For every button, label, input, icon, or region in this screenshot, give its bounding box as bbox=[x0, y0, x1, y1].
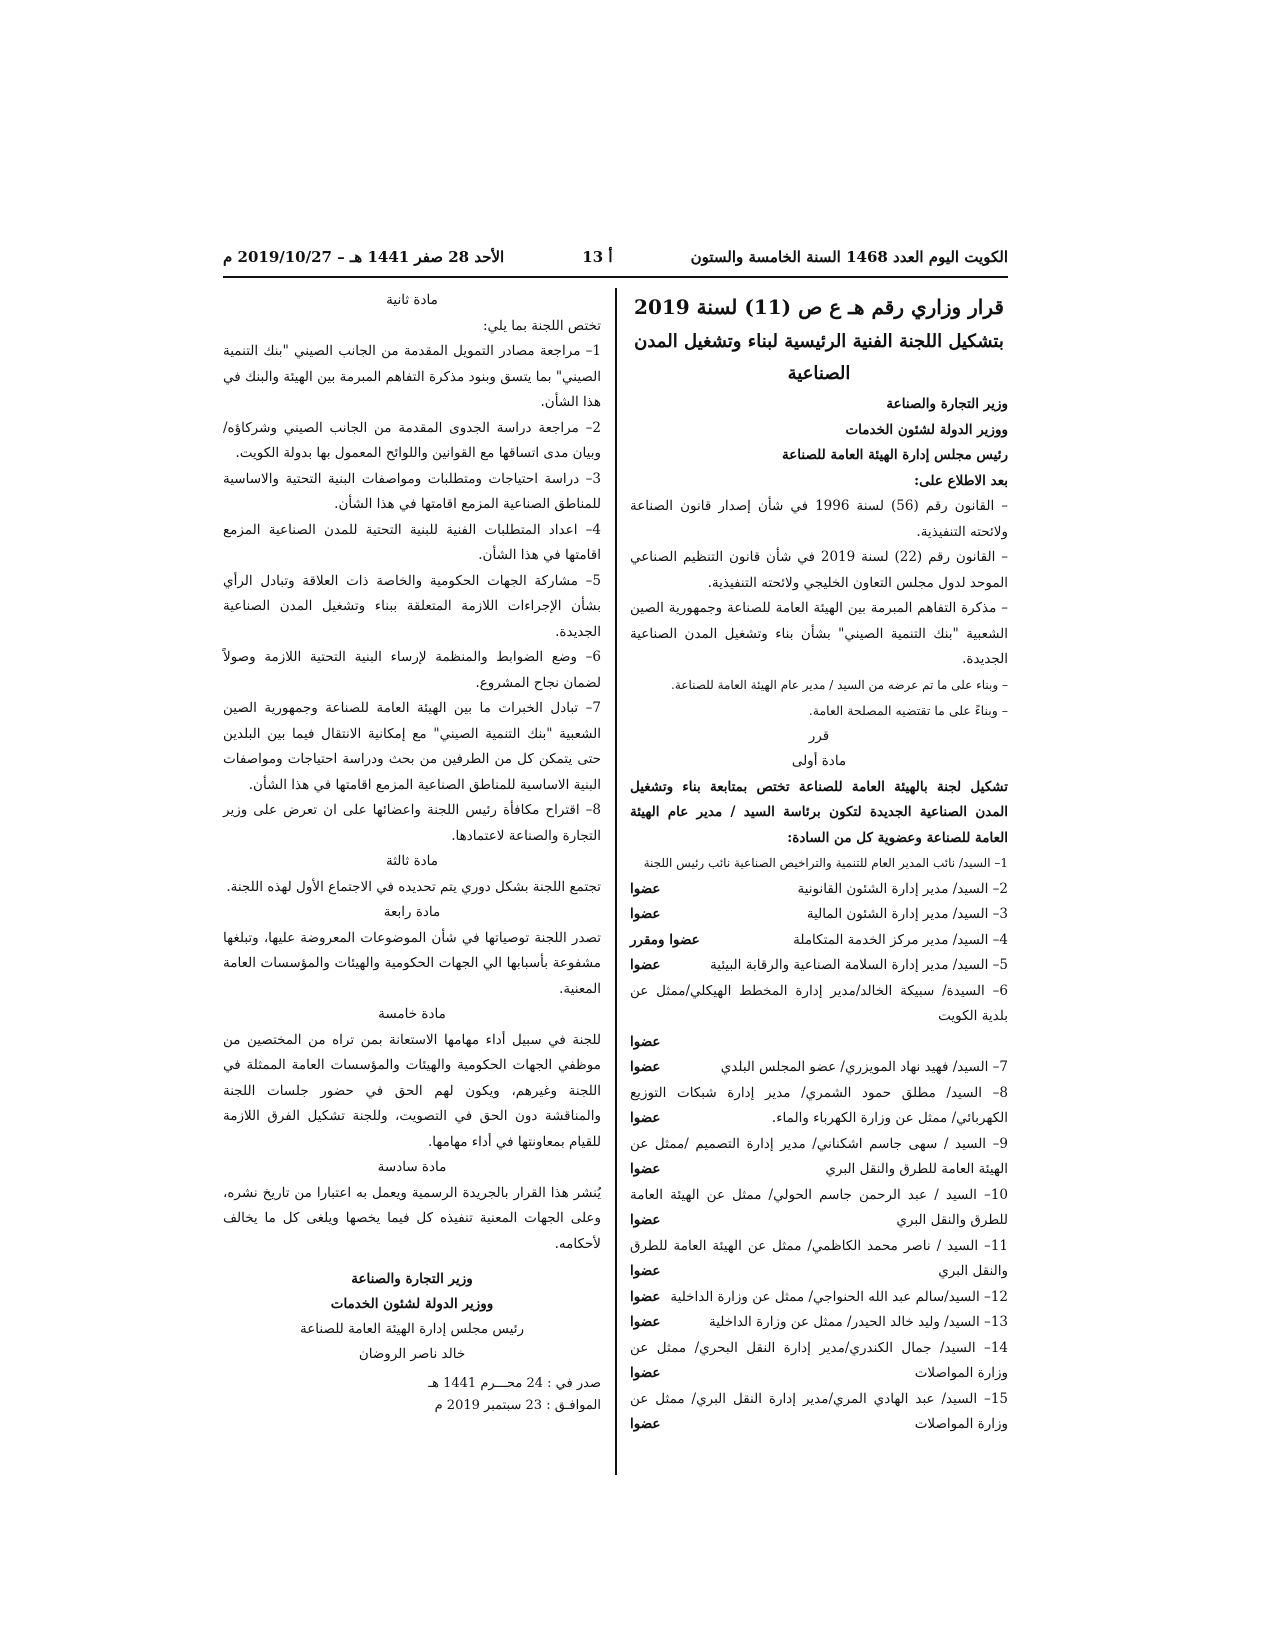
member-item: 2– السيد/ مدير إدارة الشئون القانونية عضوا bbox=[630, 880, 1008, 897]
article-3-text: تجتمع اللجنة بشكل دوري يتم تحديده في الاجتماع الأول لهذه اللجنة. bbox=[226, 878, 601, 895]
issue-date-hijri: صدر في : 24 محـــرم 1441 هـ bbox=[428, 1376, 601, 1391]
member-item: 3– السيد/ مدير إدارة الشئون المالية عضوا bbox=[630, 906, 1008, 922]
issuer-line: وزير التجارة والصناعة bbox=[886, 396, 1008, 412]
article-5-title: مادة خامسة bbox=[378, 1006, 446, 1022]
preamble-item: – القانون رقم (22) لسنة 2019 في شأن قانون التنظيم الصناعي الموحد لدول مجلس التعاون الخليجي ولائحته التنفيذية. bbox=[630, 549, 1008, 591]
article-2-item: 2– مراجعة دراسة الجدوى المقدمة من الجانب الصيني وشركاؤه/ وبيان مدى اتساقها مع القوانين واللوائح المعمول بها بدولة الكويت. bbox=[223, 419, 601, 461]
signature-title: رئيس مجلس إدارة الهيئة العامة للصناعة bbox=[300, 1321, 524, 1337]
article-2-intro: تختص اللجنة بما يلي: bbox=[482, 317, 601, 334]
article-3-title: مادة ثالثة bbox=[385, 853, 439, 869]
member-item: 1– السيد/ نائب المدير العام للتنمية والتراخيص الصناعية نائب رئيس اللجنة bbox=[643, 856, 1008, 870]
issuer-line: ووزير الدولة لشئون الخدمات bbox=[845, 421, 1008, 438]
article-6-title: مادة سادسة bbox=[377, 1159, 447, 1175]
preamble-item: – وبناءً على ما تقتضيه المصلحة العامة. bbox=[808, 703, 1008, 718]
after-review-heading: بعد الاطلاع على: bbox=[914, 472, 1008, 489]
header-page-number: أ 13 bbox=[582, 248, 613, 266]
issuer-line: رئيس مجلس إدارة الهيئة العامة للصناعة bbox=[782, 447, 1008, 463]
article-2-item: 4– اعداد المتطلبات الفنية للبنية التحتية للمدن الصناعية المزمع اقامتها في هذا الشأن. bbox=[223, 521, 601, 563]
page-header bbox=[223, 240, 1008, 274]
decree-title: قرار وزاري رقم هـ ع ص (11) لسنة 2019 bbox=[634, 295, 1004, 319]
member-item: 8– السيد/ مطلق حمود الشمري/ مدير إدارة شبكات التوزيع الكهربائي/ ممثل عن وزارة الكهرباء والماء. عضوا bbox=[630, 1084, 1008, 1126]
member-item: 10– السيد / عبد الرحمن جاسم الحولي/ ممثل عن الهيئة العامة للطرق والنقل البري عضوا bbox=[630, 1186, 1008, 1228]
signature-title: وزير التجارة والصناعة bbox=[351, 1271, 473, 1287]
signatory-name: خالد ناصر الروضان bbox=[358, 1346, 466, 1362]
article-2-item: 3– دراسة احتياجات ومتطلبات ومواصفات البنية التحتية والاساسية للمناطق الصناعية المزمع اقامتها في هذا الشأن. bbox=[223, 470, 601, 512]
article-6-text: يُنشر هذا القرار بالجريدة الرسمية ويعمل به اعتبارا من تاريخ نشره، وعلى الجهات المعنية تنفيذه كل فيما يخصها ويلغى كل ما يخالف لأحكامه. bbox=[223, 1184, 601, 1252]
article-2-item: 7– تبادل الخبرات ما بين الهيئة العامة للصناعة وجمهورية الصين الشعبية "بنك التنمية الصيني" مع إمكانية الانتقال فيما بين البلدين حتى يتمكن كل من الطرفين من بحث ودراسة احتياجات ومواصفات البنية الاساسية للمناطق الصناعية المزمع اقامتها في هذا الشأن. bbox=[223, 700, 601, 793]
left-column bbox=[223, 288, 601, 1417]
member-item: 11– السيد / ناصر محمد الكاظمي/ ممثل عن الهيئة العامة للطرق والنقل البري عضوا bbox=[630, 1237, 1008, 1279]
member-item: 15– السيد/ عبد الهادي المري/مدير إدارة النقل البري/ ممثل عن وزارة المواصلات عضوا bbox=[630, 1390, 1008, 1432]
article-5-text: للجنة في سبيل أداء مهامها الاستعانة بمن تراه من المختصين من موظفي الجهات الحكومية والهيئات والمؤسسات العامة الممثلة في اللجنة وغيرهم، ويكون لهم الحق في حضور جلسات اللجنة والمناقشة دون الحق في التصويت، وللجنة تشكيل الفرق اللازمة للقيام بمعاونتها في أداء مهامها. bbox=[223, 1031, 601, 1150]
decided-heading: قرر bbox=[808, 727, 830, 744]
article-4-text: تصدر اللجنة توصياتها في شأن الموضوعات المعروضة عليها، وتبلغها مشفوعة بأسبابها الي الجهات الحكومية والهيئات والمؤسسات العامة المعنية. bbox=[223, 929, 601, 997]
header-date: الأحد 28 صفر 1441 هـ – 2019/10/27 م bbox=[223, 248, 505, 266]
preamble-item: – مذكرة التفاهم المبرمة بين الهيئة العامة للصناعة وجمهورية الصين الشعبية "بنك التنمية الصيني" بشأن بناء وتشغيل المدن الصناعية الجديدة. bbox=[630, 600, 1008, 667]
header-issue-info: الكويت اليوم العدد 1468 السنة الخامسة والستون bbox=[690, 248, 1008, 266]
decree-subtitle: بتشكيل اللجنة الفنية الرئيسية لبناء وتشغيل المدن الصناعية bbox=[634, 331, 1004, 384]
article-2-item: 1– مراجعة مصادر التمويل المقدمة من الجانب الصيني "بنك التنمية الصيني" بما يتسق وبنود مذكرة التفاهم المبرمة بين الهيئة والبنك في هذا الشأن. bbox=[223, 343, 601, 410]
member-item: 7– السيد/ فهيد نهاد المويزري/ عضو المجلس البلدي عضوا bbox=[630, 1059, 1008, 1075]
header-rule bbox=[223, 276, 1008, 278]
right-column bbox=[630, 288, 1008, 1438]
preamble-item: – القانون رقم (56) لسنة 1996 في شأن إصدار قانون الصناعة ولائحته التنفيذية. bbox=[630, 498, 1008, 540]
issue-date-gregorian: الموافـق : 23 سبتمبر 2019 م bbox=[434, 1398, 601, 1413]
member-item: 14– السيد/ جمال الكندري/مدير إدارة النقل البحري/ ممثل عن وزارة المواصلات عضوا bbox=[630, 1339, 1008, 1381]
article-4-title: مادة رابعة bbox=[383, 904, 441, 920]
preamble-item: – وبناء على ما تم عرضه من السيد / مدير عام الهيئة العامة للصناعة. bbox=[671, 677, 1008, 692]
member-item: 6– السيدة/ سبيكة الخالد/مدير إدارة المخطط الهيكلي/ممثل عن بلدية الكويت عضوا bbox=[630, 982, 1008, 1050]
article-1-title: مادة أولى bbox=[791, 753, 847, 769]
member-item: 9– السيد / سهى جاسم اشكناني/ مدير إدارة التصميم /ممثل عن الهيئة العامة للطرق والنقل البري عضوا bbox=[630, 1135, 1008, 1177]
member-item: 4– السيد/ مدير مركز الخدمة المتكاملة عضوا ومقرر bbox=[630, 931, 1008, 948]
gazette-page bbox=[223, 240, 1008, 1485]
article-2-title: مادة ثانية bbox=[386, 292, 438, 308]
signature-title: ووزير الدولة لشئون الخدمات bbox=[330, 1296, 494, 1312]
member-item: 13– السيد/ وليد خالد الحيدر/ ممثل عن وزارة الداخلية عضوا bbox=[630, 1314, 1008, 1330]
article-2-item: 6– وضع الضوابط والمنظمة لإرساء البنية التحتية اللازمة وصولاً لضمان نجاح المشروع. bbox=[223, 649, 601, 691]
article-1-text: تشكيل لجنة بالهيئة العامة للصناعة تختص بمتابعة بناء وتشغيل المدن الصناعية الجديدة لتكون برئاسة السيد / مدير عام الهيئة العامة للصناعة وعضوية كل من السادة: bbox=[630, 778, 1008, 846]
article-2-item: 8– اقتراح مكافأة رئيس اللجنة واعضائها على ان تعرض على وزير التجارة والصناعة لاعتمادها. bbox=[223, 802, 601, 844]
column-divider bbox=[615, 288, 617, 1475]
article-2-item: 5– مشاركة الجهات الحكومية والخاصة ذات العلاقة وتبادل الرأي بشأن الإجراءات اللازمة المتعلقة ببناء وتشغيل المدن الصناعية الجديدة. bbox=[223, 572, 601, 640]
member-item: 5– السيد/ مدير إدارة السلامة الصناعية والرقابة البيئية عضوا bbox=[630, 957, 1008, 973]
member-item: 12– السيد/سالم عبد الله الحنواجي/ ممثل عن وزارة الداخلية عضوا bbox=[630, 1288, 1008, 1305]
